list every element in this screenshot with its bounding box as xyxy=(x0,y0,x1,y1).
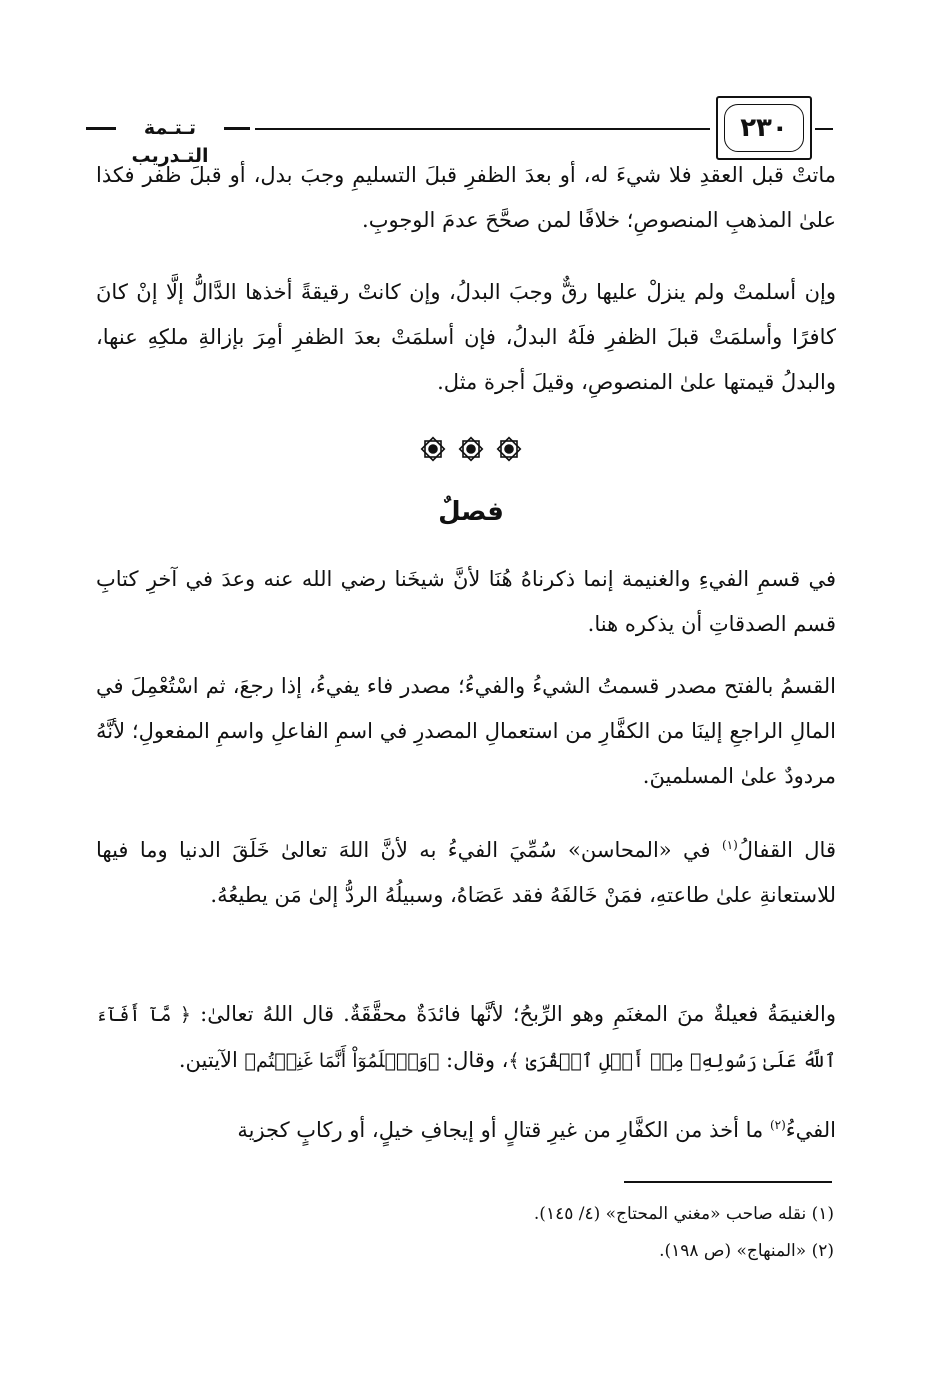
page-number: ٢٣٠ xyxy=(724,104,804,152)
paragraph: ماتتْ قبل العقدِ فلا شيءَ له، أو بعدَ الظفرِ قبلَ التسليمِ وجبَ بدل، أو قبلَ ظفر فكذا علىٰ المذهبِ المنصوصِ؛ خلافًا لمن صحَّحَ عدمَ الوجوبِ. xyxy=(96,163,836,232)
quran-verse: ﴿ مَّآ أَفَآءَ ٱللَّهُ عَلَىٰ رَسُولِهِۦ مِنۡ أَهۡلِ ٱلۡقُرَىٰ ﴾ xyxy=(96,1004,836,1072)
footnote: (٢) «المنهاج» (ص ١٩٨). xyxy=(659,1241,834,1261)
paragraph-text: والغنيمَةُ فعيلةٌ منَ المغنَمِ وهو الرِّبحُ؛ لأنَّها فائدَةٌ محقَّقَةٌ. قال اللهُ تعالىٰ: xyxy=(191,1002,836,1026)
paragraph-text: ما أخذ من الكفَّارِ من غيرِ قتالٍ أو إيجافِ خيلٍ، أو ركابٍ كجزية xyxy=(237,1118,770,1142)
paragraph xyxy=(96,992,836,1084)
running-book-title: تـتـمة التـدريب xyxy=(131,117,209,167)
star-ornament-icon xyxy=(494,434,524,464)
footnote-ref[interactable]: (١) xyxy=(721,838,738,852)
header-dash xyxy=(86,127,116,130)
footnote-ref[interactable]: (٢) xyxy=(769,1118,786,1132)
page-number-frame xyxy=(716,96,812,160)
paragraph xyxy=(96,828,836,918)
paragraph xyxy=(96,1108,836,1153)
quran-verse: ﴿وَٱعۡلَمُوٓاْ أَنَّمَا غَنِمۡتُم﴾ xyxy=(244,1050,440,1072)
footnote: (١) نقله صاحب «مغني المحتاج» (٤/ ١٤٥). xyxy=(533,1204,834,1224)
header-rule-right xyxy=(815,128,833,130)
section-divider xyxy=(0,434,942,468)
footnote-rule xyxy=(624,1181,832,1183)
header-dash xyxy=(224,127,250,130)
paragraph-text: قال القفالُ xyxy=(737,838,836,862)
paragraph: في قسمِ الفيءِ والغنيمة إنما ذكرناهُ هُنَا لأنَّ شيخَنا رضي الله عنه وعدَ في آخرِ كتابِ قسم الصدقاتِ أن يذكره هنا. xyxy=(96,567,836,636)
paragraph-text: الآيتين. xyxy=(178,1048,245,1072)
star-ornament-icon xyxy=(418,434,448,464)
header-rule-left xyxy=(255,128,710,130)
paragraph-text: ، وقال: xyxy=(439,1048,509,1072)
paragraph: وإن أسلمتْ ولم ينزلْ عليها رقٌّ وجبَ البدلُ، وإن كانتْ رقيقةً أخذها الدَّالُّ إلَّا إنْ كانَ كافرًا وأسلمَتْ قبلَ الظفرِ فلَهُ البدلُ، فإن أسلمَتْ بعدَ الظفرِ أمِرَ بإزالةِ ملكِهِ عنها، والبدلُ قيمتها علىٰ المنصوصِ، وقيلَ أجرة مثل. xyxy=(96,280,836,394)
section-heading: فصلٌ xyxy=(438,497,504,527)
star-ornament-icon xyxy=(456,434,486,464)
paragraph-text: في «المحاسن» سُمِّيَ الفيءُ به لأنَّ اللهَ تعالىٰ خَلَقَ الدنيا وما فيها للاستعانةِ علىٰ طاعتهِ، فمَنْ خَالفَهُ فقد عَصَاهُ، وسبيلُهُ الردُّ إلىٰ مَن يطيعُهُ. xyxy=(96,838,836,907)
paragraph: القسمُ بالفتح مصدر قسمتُ الشيءُ والفيءُ؛ مصدر فاء يفيءُ، إذا رجعَ، ثم اسْتُعْمِلَ في المالِ الراجعِ إلينَا من الكفَّارِ من استعمالِ المصدرِ في اسمِ الفاعلِ واسمِ المفعولِ؛ لأنَّهُ مردودٌ علىٰ المسلمينَ. xyxy=(96,674,836,788)
paragraph-text: الفيءُ xyxy=(785,1118,836,1142)
